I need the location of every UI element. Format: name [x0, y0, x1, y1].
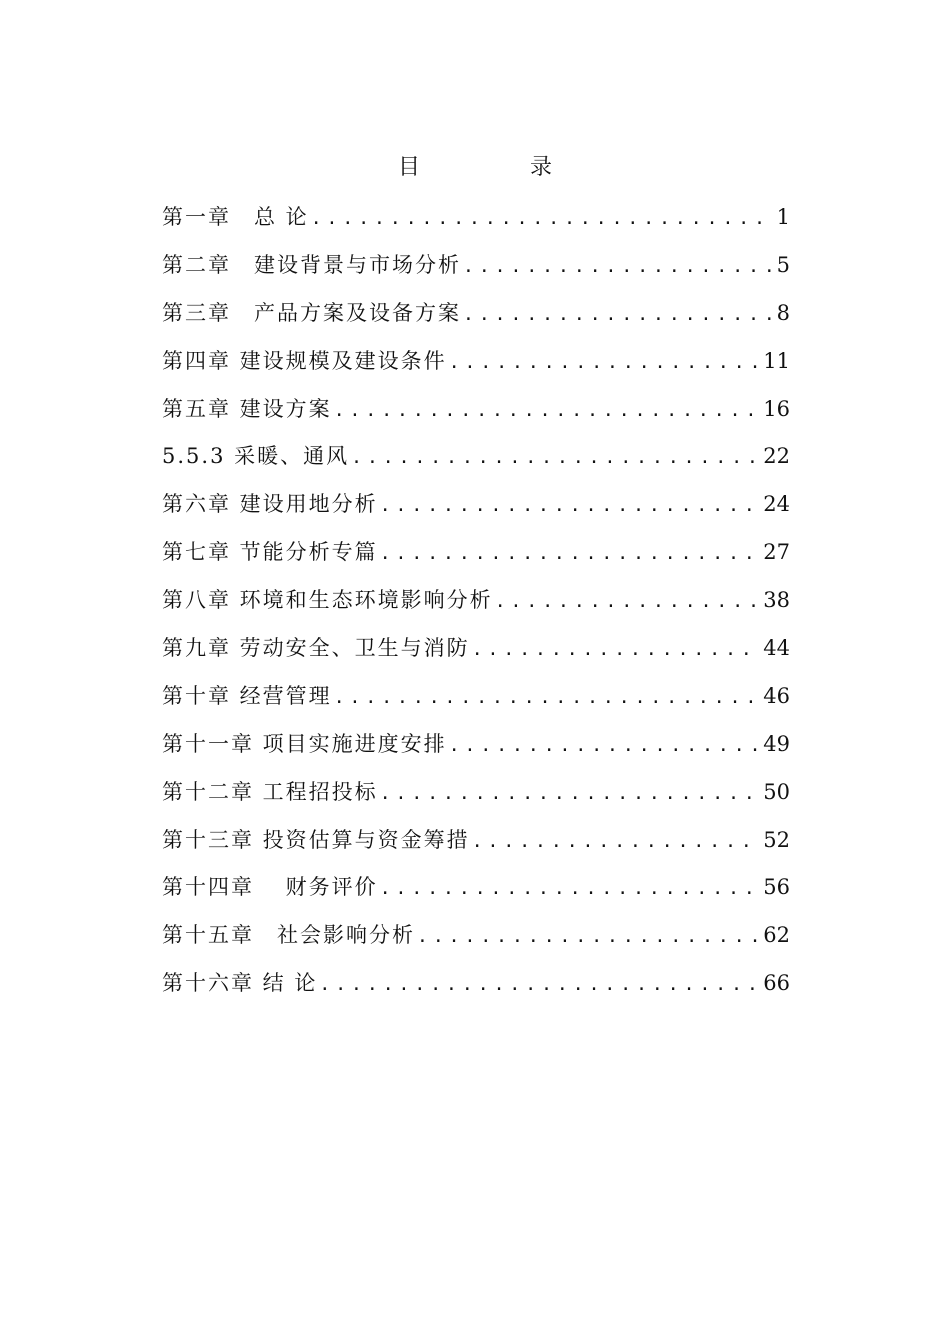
toc-entry-page: 66	[763, 971, 790, 996]
toc-entry[interactable]	[162, 245, 790, 293]
toc-entry-page: 46	[763, 683, 790, 708]
toc-entry-page: 38	[763, 588, 790, 613]
toc-leader-dots	[334, 678, 760, 718]
toc-leader-dots	[463, 247, 773, 287]
toc-entry[interactable]	[162, 772, 790, 820]
toc-entry-label: 第八章 环境和生态环境影响分析	[162, 588, 493, 613]
toc-entry-label: 第九章 劳动安全、卫生与消防	[162, 636, 470, 661]
toc-leader-dots	[319, 965, 759, 1005]
toc-entry-label: 第十六章 结 论	[162, 971, 318, 996]
toc-entry[interactable]	[162, 341, 790, 389]
toc-entry-label: 5.5.3 采暖、通风	[162, 444, 350, 469]
toc-entry[interactable]	[162, 676, 790, 724]
toc-entry-page: 22	[763, 444, 790, 469]
toc-entry-page: 62	[763, 923, 790, 948]
toc-entry-label: 第三章 产品方案及设备方案	[162, 300, 461, 325]
toc-entry-page: 24	[763, 492, 790, 517]
toc-entry[interactable]	[162, 389, 790, 437]
toc-entry-page: 5	[776, 252, 790, 277]
toc-entry-page: 44	[763, 636, 790, 661]
toc-entry[interactable]	[162, 532, 790, 580]
toc-leader-dots	[380, 774, 760, 814]
toc-leader-dots	[380, 869, 760, 909]
toc-entry[interactable]	[162, 293, 790, 341]
toc-leader-dots	[472, 822, 760, 862]
toc-leader-dots	[334, 391, 760, 431]
toc-entry-label: 第七章 节能分析专篇	[162, 540, 378, 565]
toc-leader-dots	[351, 438, 759, 478]
toc-entry-label: 第十一章 项目实施进度安排	[162, 731, 447, 756]
toc-entry-label: 第十三章 投资估算与资金筹措	[162, 827, 470, 852]
toc-entry-page: 1	[776, 205, 790, 229]
toc-entry[interactable]	[162, 915, 790, 963]
toc-entry[interactable]	[162, 484, 790, 532]
toc-title: 目 录	[397, 155, 596, 180]
toc-entry-page: 27	[763, 540, 790, 565]
toc-entry[interactable]	[162, 197, 790, 245]
toc-entry-label: 第十二章 工程招投标	[162, 779, 378, 804]
toc-leader-dots	[472, 630, 760, 670]
toc-entry-label: 第五章 建设方案	[162, 396, 332, 421]
toc-leader-dots	[311, 199, 773, 239]
toc-entry-page: 52	[763, 827, 790, 852]
toc-entry-label: 第二章 建设背景与市场分析	[162, 252, 461, 277]
toc-entry-label: 第六章 建设用地分析	[162, 492, 378, 517]
toc-leader-dots	[449, 726, 760, 766]
toc-leader-dots	[380, 486, 760, 526]
toc-leader-dots	[495, 582, 760, 622]
toc-entry[interactable]	[162, 867, 790, 915]
toc-leader-dots	[449, 343, 760, 383]
toc-entry-page: 8	[776, 300, 790, 325]
toc-entry-page: 49	[763, 731, 790, 756]
toc-leader-dots	[380, 534, 760, 574]
toc-entry-label: 第十五章 社会影响分析	[162, 923, 415, 948]
toc-entry[interactable]	[162, 436, 790, 484]
toc-entry-label: 第十四章 财务评价	[162, 875, 378, 900]
toc-entry[interactable]	[162, 820, 790, 868]
table-of-contents	[162, 197, 790, 1011]
toc-entry[interactable]	[162, 628, 790, 676]
toc-entry-label: 第一章 总 论	[162, 205, 309, 229]
toc-leader-dots	[417, 917, 759, 957]
toc-entry[interactable]	[162, 963, 790, 1011]
toc-entry-page: 16	[763, 396, 790, 421]
toc-entry[interactable]	[162, 580, 790, 628]
toc-entry-page: 11	[763, 348, 790, 373]
toc-entry[interactable]	[162, 724, 790, 772]
toc-entry-label: 第四章 建设规模及建设条件	[162, 348, 447, 373]
toc-entry-page: 50	[763, 779, 790, 804]
toc-entry-page: 56	[763, 875, 790, 900]
toc-leader-dots	[463, 295, 773, 335]
toc-entry-label: 第十章 经营管理	[162, 683, 332, 708]
